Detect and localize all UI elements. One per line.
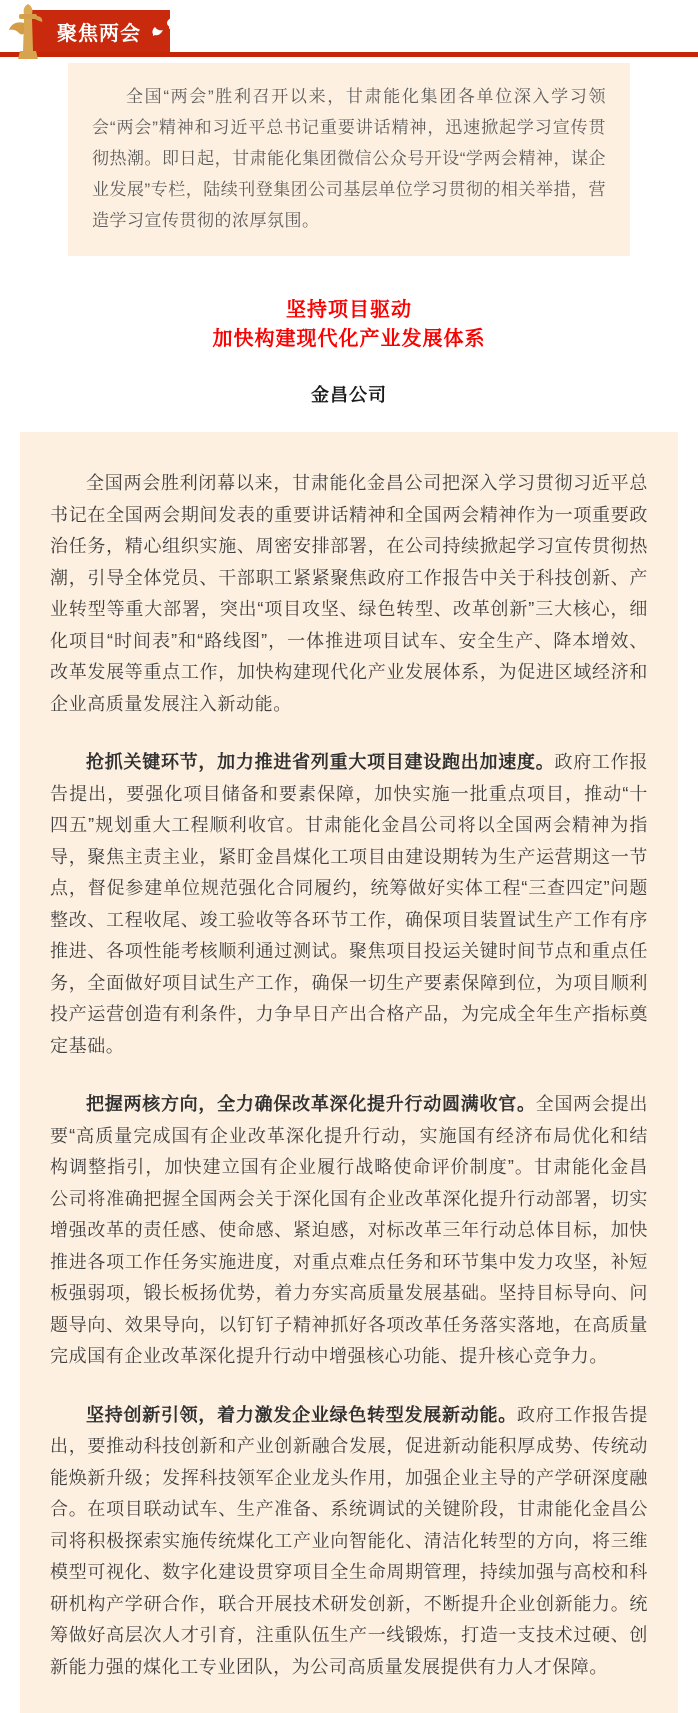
paragraph-3: [50, 1089, 648, 1373]
huabiao-column-icon: [8, 3, 44, 66]
article-subtitle: 金昌公司: [311, 385, 387, 405]
paragraph-4-lead: 坚持创新引领，着力激发企业绿色转型发展新动能。: [86, 1404, 517, 1425]
paragraph-4-text: 政府工作报告提出，要推动科技创新和产业创新融合发展，促进新动能积厚成势、传统动能焕新升级；发挥科技领军企业龙头作用，加强企业主导的产学研深度融合。在项目联动试车、生产准备、系统调试的关键阶段，甘肃能化金昌公司将积极探索实施传统煤化工产业向智能化、清洁化转型的方向，将三维模型可视化、数字化建设贯穿项目全生命周期管理，持续加强与高校和科研机构产学研合作，联合开展技术研发创新，不断提升企业创新能力。统筹做好高层次人才引育，注重队伍生产一线锻炼，打造一支技术过硬、创新能力强的煤化工专业团队，为公司高质量发展提供有力人才保障。: [50, 1404, 648, 1677]
paragraph-3-lead: 把握两核方向，全力确保改革深化提升行动圆满收官。: [86, 1094, 536, 1114]
article-title: [0, 296, 698, 354]
article-body-box: [20, 432, 678, 1713]
intro-box: [68, 63, 630, 256]
banner-label: 聚焦两会: [57, 22, 141, 45]
paragraph-2-text: 政府工作报告提出，要强化项目储备和要素保障，加快实施一批重点项目，推动“十四五”规划重大工程顺利收官。甘肃能化金昌公司将以全国两会精神为指导，聚焦主责主业，紧盯金昌煤化工项目由建设期转为生产运营期这一节点，督促参建单位规范强化合同履约，统筹做好实体工程“三查四定”问题整改、工程收尾、竣工验收等各环节工作，确保项目装置试生产工作有序推进、各项性能考核顺利通过测试。聚焦项目投运关键时间节点和重点任务，全面做好项目试生产工作，确保一切生产要素保障到位，为项目顺利投产运营创造有利条件，力争早日产出合格产品，为完成全年生产指标奠定基础。: [50, 752, 649, 1056]
paragraph-2-lead: 抢抓关键环节，加力推进省列重大项目建设跑出加速度。: [86, 752, 555, 772]
section-header: [0, 0, 698, 57]
article-title-line1: 坚持项目驱动: [286, 299, 412, 321]
paragraph-2: [50, 747, 648, 1062]
paragraph-1: [50, 468, 648, 720]
article-title-line2: 加快构建现代化产业发展体系: [212, 328, 486, 350]
column-banner: [30, 10, 170, 52]
paragraph-4: [50, 1400, 648, 1684]
intro-text: 全国“两会”胜利召开以来，甘肃能化集团各单位深入学习领会“两会”精神和习近平总书记重要讲话精神，迅速掀起学习宣传贯彻热潮。即日起，甘肃能化集团微信公众号开设“学两会精神，谋企业发展”专栏，陆续刊登集团公司基层单位学习贯彻的相关举措，营造学习宣传贯彻的浓厚氛围。: [92, 87, 606, 230]
header-divider-line: [0, 52, 698, 57]
paragraph-3-text: 全国两会提出要“高质量完成国有企业改革深化提升行动，实施国有经济布局优化和结构调整指引，加快建立国有企业履行战略使命评价制度”。甘肃能化金昌公司将准确把握全国两会关于深化国有企业改革深化提升行动部署，切实增强改革的责任感、使命感、紧迫感，对标改革三年行动总体目标，加快推进各项工作任务实施进度，对重点难点任务和环节集中发力攻坚，补短板强弱项，锻长板扬优势，着力夯实高质量发展基础。坚持目标导向、问题导向、效果导向，以钉钉子精神抓好各项改革任务落实落地，在高质量完成国有企业改革深化提升行动中增强核心功能、提升核心竞争力。: [50, 1094, 648, 1366]
paragraph-1-text: 全国两会胜利闭幕以来，甘肃能化金昌公司把深入学习贯彻习近平总书记在全国两会期间发表的重要讲话精神和全国两会精神作为一项重要政治任务，精心组织实施、周密安排部署，在公司持续掀起学习宣传贯彻热潮，引导全体党员、干部职工紧紧聚焦政府工作报告中关于科技创新、产业转型等重大部署，突出“项目攻坚、绿色转型、改革创新”三大核心，细化项目“时间表”和“路线图”，一体推进项目试车、安全生产、降本增效、改革发展等重点工作，加快构建现代化产业发展体系，为促进区域经济和企业高质量发展注入新动能。: [50, 473, 648, 714]
doves-icon: [147, 17, 181, 44]
